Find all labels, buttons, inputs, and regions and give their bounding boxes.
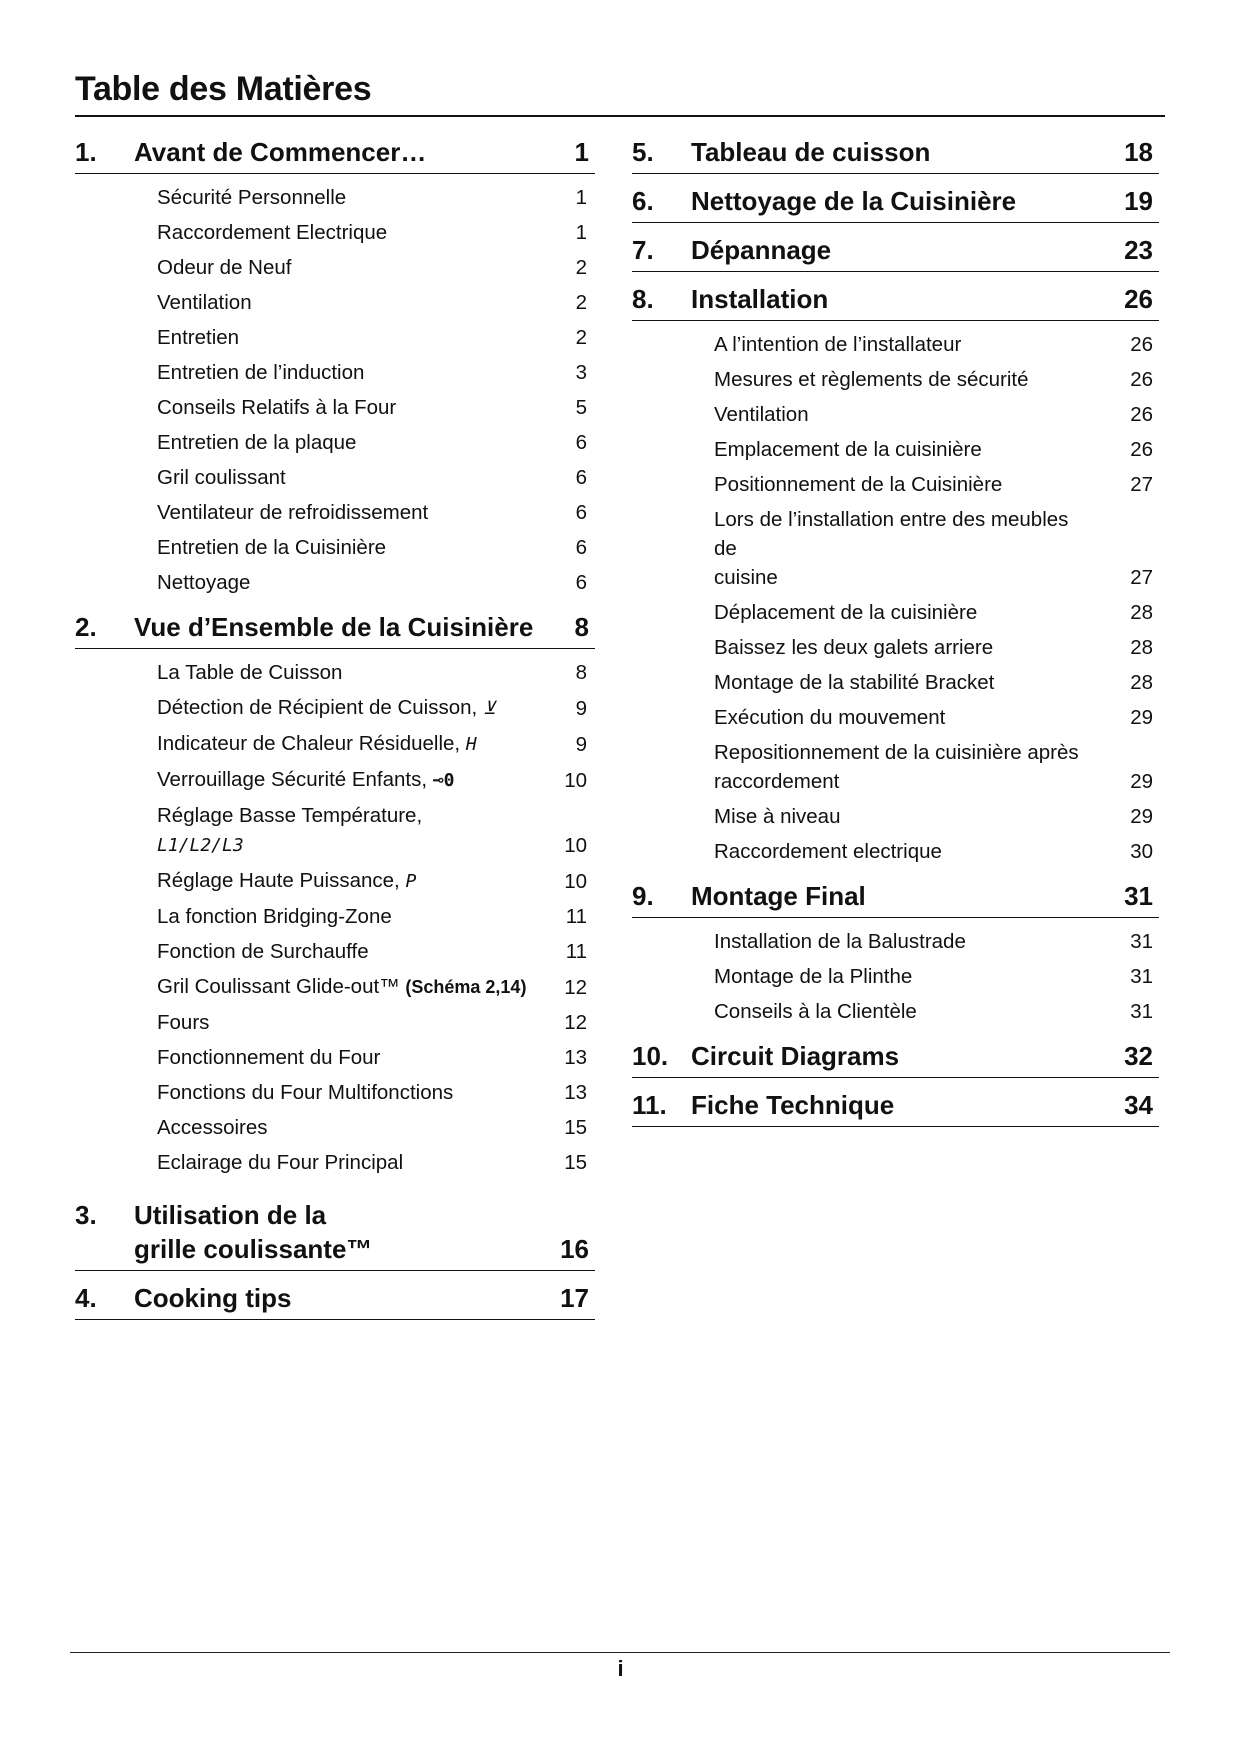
toc-section-11 <box>632 1078 1159 1127</box>
item-text: raccordement <box>714 770 840 793</box>
section-page: 18 <box>1124 137 1153 167</box>
item-page: 9 <box>575 733 587 756</box>
section-title-multiline <box>134 1198 560 1266</box>
item-text: Emplacement de la cuisinière <box>714 438 982 461</box>
item-page: 10 <box>564 834 587 857</box>
item-text: A l’intention de l’installateur <box>714 333 962 356</box>
toc-section-heading[interactable] <box>75 1188 595 1271</box>
item-text: Fours <box>157 1011 210 1034</box>
toc-item[interactable] <box>75 762 595 798</box>
item-text: Mesures et règlements de sécurité <box>714 368 1029 391</box>
section-title: Nettoyage de la Cuisinière <box>691 186 1017 216</box>
section-page: 23 <box>1124 235 1153 265</box>
item-text: Ventilation <box>714 403 809 426</box>
toc-section-heading[interactable] <box>632 877 1159 918</box>
item-text: Entretien de l’induction <box>157 361 365 384</box>
section-number: 2. <box>75 612 97 642</box>
item-text: Entretien de la plaque <box>157 431 357 454</box>
item-text: Conseils à la Clientèle <box>714 1000 917 1023</box>
toc-item[interactable] <box>632 362 1159 397</box>
toc-item[interactable] <box>75 180 595 215</box>
item-text: Sécurité Personnelle <box>157 186 347 209</box>
section-title: Dépannage <box>691 235 832 265</box>
item-page: 28 <box>1130 601 1153 624</box>
section-number: 11. <box>632 1090 667 1120</box>
toc-item[interactable] <box>632 959 1159 994</box>
low-temp-symbol: L1/L2/L3 <box>157 835 244 856</box>
item-page: 13 <box>564 1046 587 1069</box>
toc-item-list <box>75 174 595 608</box>
item-text: Gril coulissant <box>157 466 286 489</box>
item-text: Installation de la Balustrade <box>714 930 966 953</box>
toc-section-heading[interactable] <box>632 223 1159 272</box>
item-text-with-suffix <box>75 972 547 1002</box>
toc-item[interactable] <box>75 495 595 530</box>
toc-item[interactable] <box>75 1040 595 1075</box>
toc-item[interactable] <box>632 397 1159 432</box>
section-title: grille coulissante™ <box>134 1234 373 1264</box>
item-text: Détection de Récipient de Cuisson, <box>157 696 478 719</box>
toc-section-8 <box>632 272 1159 877</box>
toc-item[interactable] <box>632 502 1159 595</box>
toc-item[interactable] <box>75 1005 595 1040</box>
item-page: 6 <box>575 536 587 559</box>
toc-item-list <box>75 649 595 1188</box>
section-page: 19 <box>1124 186 1153 216</box>
section-title: Fiche Technique <box>691 1090 895 1120</box>
item-page: 26 <box>1130 368 1153 391</box>
item-page: 26 <box>1130 403 1153 426</box>
section-page: 31 <box>1124 881 1153 911</box>
toc-section-heading[interactable] <box>632 174 1159 223</box>
item-text: cuisine <box>714 566 778 589</box>
item-page: 15 <box>564 1116 587 1139</box>
toc-item[interactable] <box>632 665 1159 700</box>
item-page: 12 <box>564 1011 587 1034</box>
item-text-with-symbol <box>75 693 547 723</box>
toc-item-list <box>632 918 1159 1037</box>
toc-item[interactable] <box>75 934 595 969</box>
item-page: 2 <box>575 291 587 314</box>
item-text: Exécution du mouvement <box>714 706 946 729</box>
section-page: 34 <box>1124 1090 1153 1120</box>
item-page: 1 <box>575 186 587 209</box>
child-lock-icon: ⊸0 <box>432 770 455 791</box>
toc-item[interactable] <box>75 565 595 600</box>
toc-section-heading[interactable] <box>632 1078 1159 1127</box>
figure-reference: (Schéma 2,14) <box>405 977 527 997</box>
section-title: Circuit Diagrams <box>691 1041 900 1071</box>
toc-item[interactable] <box>75 1145 595 1180</box>
item-text: Entretien de la Cuisinière <box>157 536 387 559</box>
toc-item[interactable] <box>632 994 1159 1029</box>
item-text: Réglage Haute Puissance, <box>157 869 400 892</box>
item-page: 6 <box>575 571 587 594</box>
section-number: 6. <box>632 186 654 216</box>
item-text: Réglage Basse Température, <box>157 804 423 827</box>
item-page: 9 <box>575 697 587 720</box>
item-text-with-symbol <box>75 729 547 759</box>
toc-item[interactable] <box>632 467 1159 502</box>
footer-divider <box>70 1652 1170 1653</box>
toc-item[interactable] <box>75 969 595 1005</box>
toc-item[interactable] <box>75 798 595 863</box>
item-text: Montage de la stabilité Bracket <box>714 671 995 694</box>
section-title: Tableau de cuisson <box>691 137 931 167</box>
section-number: 3. <box>75 1200 97 1230</box>
toc-item[interactable] <box>75 285 595 320</box>
item-page: 29 <box>1130 805 1153 828</box>
item-page: 11 <box>565 940 587 963</box>
toc-section-9 <box>632 877 1159 1037</box>
item-page: 10 <box>564 769 587 792</box>
item-page: 31 <box>1130 930 1153 953</box>
item-text: Montage de la Plinthe <box>714 965 913 988</box>
toc-item[interactable] <box>632 327 1159 362</box>
item-page: 11 <box>565 905 587 928</box>
section-number: 1. <box>75 137 97 167</box>
item-text: Gril Coulissant Glide-out™ <box>157 975 400 998</box>
toc-item[interactable] <box>75 1075 595 1110</box>
item-text: Entretien <box>157 326 240 349</box>
toc-item[interactable] <box>632 630 1159 665</box>
toc-item[interactable] <box>75 215 595 250</box>
toc-section-heading[interactable] <box>632 125 1159 174</box>
item-page: 31 <box>1130 965 1153 988</box>
item-page: 27 <box>1130 566 1153 589</box>
page-title: Table des Matières <box>75 70 372 108</box>
item-page: 6 <box>575 466 587 489</box>
section-title: Avant de Commencer… <box>134 137 427 167</box>
item-text-multiline <box>632 738 1113 796</box>
toc-item[interactable] <box>632 834 1159 869</box>
toc-item[interactable] <box>75 320 595 355</box>
toc-right-column <box>632 125 1159 1127</box>
section-number: 7. <box>632 235 654 265</box>
toc-item[interactable] <box>632 735 1159 799</box>
item-page: 26 <box>1130 438 1153 461</box>
toc-item[interactable] <box>75 899 595 934</box>
item-page: 29 <box>1130 770 1153 793</box>
section-number: 8. <box>632 284 654 314</box>
item-page: 1 <box>575 221 587 244</box>
section-number: 9. <box>632 881 654 911</box>
toc-section-3 <box>75 1188 595 1271</box>
section-page: 26 <box>1124 284 1153 314</box>
item-page: 6 <box>575 431 587 454</box>
toc-section-heading[interactable] <box>632 272 1159 321</box>
item-text: Ventilateur de refroidissement <box>157 501 429 524</box>
item-text: Indicateur de Chaleur Résiduelle, <box>157 732 461 755</box>
item-text: Fonctions du Four Multifonctions <box>157 1081 454 1104</box>
residual-heat-symbol: H <box>465 734 477 755</box>
toc-section-7 <box>632 223 1159 272</box>
item-text-with-symbol <box>75 765 547 795</box>
item-text: Repositionnement de la cuisinière après <box>714 741 1079 764</box>
section-title: Vue d’Ensemble de la Cuisinière <box>134 612 534 642</box>
toc-section-4 <box>75 1271 595 1320</box>
section-number: 5. <box>632 137 654 167</box>
item-text-with-symbol <box>75 801 547 860</box>
page-number: i <box>617 1656 624 1681</box>
section-title: Installation <box>691 284 829 314</box>
toc-section-heading[interactable] <box>75 608 595 649</box>
toc-item-list <box>632 321 1159 877</box>
pan-detection-symbol: ⊻ <box>482 698 497 719</box>
toc-item[interactable] <box>75 390 595 425</box>
item-page: 3 <box>575 361 587 384</box>
toc-item[interactable] <box>75 863 595 899</box>
toc-item[interactable] <box>75 726 595 762</box>
item-page: 6 <box>575 501 587 524</box>
item-page: 2 <box>575 326 587 349</box>
section-page: 1 <box>574 137 589 167</box>
item-text: Positionnement de la Cuisinière <box>714 473 1003 496</box>
toc-item[interactable] <box>75 1110 595 1145</box>
item-text: La fonction Bridging-Zone <box>157 905 392 928</box>
item-page: 31 <box>1130 1000 1153 1023</box>
item-page: 15 <box>564 1151 587 1174</box>
toc-item[interactable] <box>632 432 1159 467</box>
item-text: La Table de Cuisson <box>157 661 343 684</box>
item-page: 2 <box>575 256 587 279</box>
toc-section-6 <box>632 174 1159 223</box>
item-page: 8 <box>575 661 587 684</box>
section-page: 32 <box>1124 1041 1153 1071</box>
item-text: Eclairage du Four Principal <box>157 1151 404 1174</box>
section-title: Montage Final <box>691 881 866 911</box>
section-title: Utilisation de la <box>134 1200 327 1230</box>
item-page: 10 <box>564 870 587 893</box>
toc-left-column <box>75 125 595 1320</box>
title-divider <box>75 115 1165 117</box>
toc-section-2 <box>75 608 595 1188</box>
item-page: 26 <box>1130 333 1153 356</box>
item-text: Lors de l’installation entre des meubles de <box>714 508 1069 560</box>
toc-section-10 <box>632 1037 1159 1078</box>
item-text: Ventilation <box>157 291 252 314</box>
item-text: Odeur de Neuf <box>157 256 292 279</box>
item-page: 29 <box>1130 706 1153 729</box>
toc-item[interactable] <box>75 690 595 726</box>
item-text-with-symbol <box>75 866 547 896</box>
item-page: 27 <box>1130 473 1153 496</box>
section-page: 8 <box>574 612 589 642</box>
toc-item[interactable] <box>75 655 595 690</box>
section-page: 17 <box>560 1283 589 1313</box>
toc-item[interactable] <box>75 460 595 495</box>
item-text: Raccordement Electrique <box>157 221 388 244</box>
item-page: 28 <box>1130 636 1153 659</box>
toc-section-1 <box>75 125 595 608</box>
item-page: 28 <box>1130 671 1153 694</box>
item-text-multiline <box>632 505 1113 592</box>
power-boost-symbol: P <box>405 871 417 892</box>
item-page: 13 <box>564 1081 587 1104</box>
item-page: 12 <box>564 976 587 999</box>
toc-section-heading[interactable] <box>632 1037 1159 1078</box>
section-number: 10. <box>632 1041 669 1071</box>
item-text: Raccordement electrique <box>714 840 942 863</box>
item-text: Fonctionnement du Four <box>157 1046 381 1069</box>
toc-item[interactable] <box>75 250 595 285</box>
item-text: Baissez les deux galets arriere <box>714 636 994 659</box>
toc-item[interactable] <box>75 355 595 390</box>
item-text: Accessoires <box>157 1116 268 1139</box>
toc-item[interactable] <box>75 530 595 565</box>
item-text: Fonction de Surchauffe <box>157 940 369 963</box>
toc-section-heading[interactable] <box>75 1271 595 1320</box>
item-text: Mise à niveau <box>714 805 841 828</box>
item-text: Déplacement de la cuisinière <box>714 601 978 624</box>
toc-item[interactable] <box>632 799 1159 834</box>
item-text: Nettoyage <box>157 571 251 594</box>
section-page: 16 <box>560 1234 589 1264</box>
toc-item[interactable] <box>75 425 595 460</box>
toc-item[interactable] <box>632 700 1159 735</box>
item-page: 30 <box>1130 840 1153 863</box>
section-number: 4. <box>75 1283 97 1313</box>
item-text: Conseils Relatifs à la Four <box>157 396 397 419</box>
toc-section-5 <box>632 125 1159 174</box>
item-page: 5 <box>575 396 587 419</box>
item-text: Verrouillage Sécurité Enfants, <box>157 768 428 791</box>
toc-section-heading[interactable] <box>75 125 595 174</box>
section-title: Cooking tips <box>134 1283 292 1313</box>
toc-item[interactable] <box>632 924 1159 959</box>
toc-item[interactable] <box>632 595 1159 630</box>
